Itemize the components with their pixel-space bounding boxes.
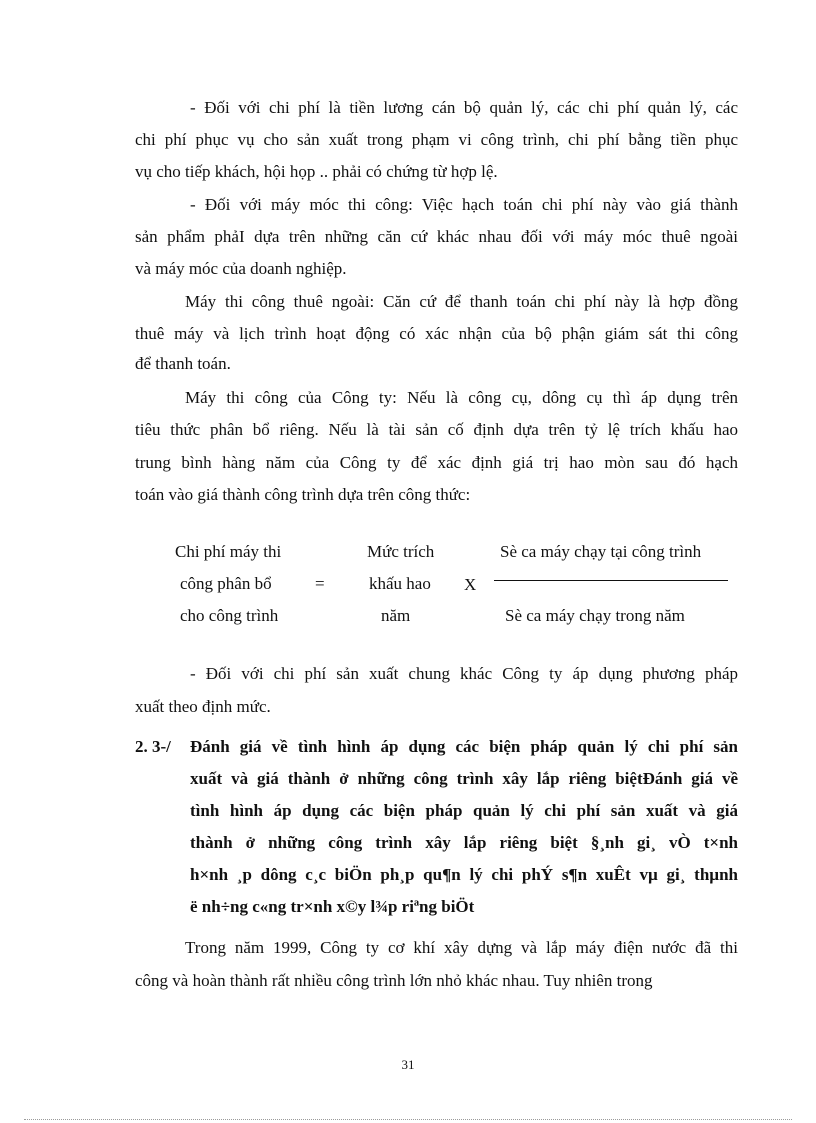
paragraph-4-line-3: trung bình hàng năm của Công ty để xác định giá trị hao mòn sau đó hạch (135, 453, 738, 472)
paragraph-2-line-1: - Đối với máy móc thi công: Việc hạch toán chi phí này vào giá thành (190, 195, 738, 214)
paragraph-3-line-3: để thanh toán. (135, 354, 231, 373)
formula-multiply-sign: X (464, 575, 477, 594)
page-number: 31 (401, 1057, 415, 1072)
paragraph-3-line-1: Máy thi công thuê ngoài: Căn cứ để thanh toán chi phí này là hợp đồng (185, 292, 738, 311)
formula-rate-line-2: khấu hao (369, 574, 431, 593)
formula-fraction-bar (494, 580, 728, 581)
formula-numerator: Sè ca máy chạy tại công trình (500, 542, 702, 561)
paragraph-1-line-2: chi phí phục vụ cho sản xuất trong phạm vi công trình, chi phí bằng tiền phục (135, 130, 738, 149)
section-heading-line-3: tình hình áp dụng các biện pháp quản lý chi phí sản xuất và giá (190, 801, 738, 820)
paragraph-2-line-3: và máy móc của doanh nghiệp. (135, 259, 347, 278)
paragraph-4-line-1: Máy thi công của Công ty: Nếu là công cụ, dông cụ thì áp dụng trên (185, 388, 738, 407)
formula-denominator: Sè ca máy chạy trong năm (505, 606, 685, 625)
paragraph-4-line-2: tiêu thức phân bổ riêng. Nếu là tài sản cố định dựa trên tỷ lệ trích khấu hao (135, 420, 738, 439)
formula-equals-sign: = (315, 574, 325, 593)
paragraph-6-line-1: Trong năm 1999, Công ty cơ khí xây dựng và lắp máy điện nước đã thi (185, 938, 738, 957)
page-bottom-divider (24, 1119, 792, 1120)
formula-lhs-line-1: Chi phí máy thi (175, 542, 282, 561)
formula-rate-line-3: năm (381, 606, 411, 625)
formula-lhs-line-3: cho công trình (180, 606, 279, 625)
section-heading-line-2: xuất và giá thành ở những công trình xây lắp riêng biệtĐánh giá về (190, 769, 738, 788)
section-heading-line-5: h×nh ¸p dông c¸c biÖn ph¸p qu¶n lý chi phÝ s¶n xuÊt vµ gi¸ thµnh (190, 865, 738, 884)
formula-lhs-line-2: công phân bổ (180, 574, 272, 593)
section-heading-line-6: ë nh÷ng c«ng tr×nh x©y l¾p riªng biÖt (190, 897, 475, 916)
formula-rate-line-1: Mức trích (367, 542, 435, 561)
paragraph-1-line-3: vụ cho tiếp khách, hội họp .. phải có chứng từ hợp lệ. (135, 162, 498, 181)
paragraph-3-line-2: thuê máy và lịch trình hoạt động có xác nhận của bộ phận giám sát thi công (135, 324, 738, 343)
paragraph-2-line-2: sản phẩm phảI dựa trên những căn cứ khác nhau đối với máy móc thuê ngoài (135, 227, 738, 246)
paragraph-5-line-1: - Đối với chi phí sản xuất chung khác Công ty áp dụng phương pháp (190, 664, 738, 683)
paragraph-1-line-1: - Đối với chi phí là tiền lương cán bộ quản lý, các chi phí quản lý, các (190, 98, 738, 117)
section-heading-number: 2. 3-/ (135, 737, 171, 756)
section-heading-line-4: thành ở những công trình xây lắp riêng biệt §¸nh gi¸ vÒ t×nh (190, 833, 738, 852)
paragraph-4-line-4: toán vào giá thành công trình dựa trên công thức: (135, 485, 471, 504)
paragraph-5-line-2: xuất theo định mức. (135, 697, 271, 716)
paragraph-6-line-2: công và hoàn thành rất nhiều công trình lớn nhỏ khác nhau. Tuy nhiên trong (135, 971, 653, 990)
section-heading-line-1: Đánh giá về tình hình áp dụng các biện pháp quản lý chi phí sản (190, 737, 738, 756)
